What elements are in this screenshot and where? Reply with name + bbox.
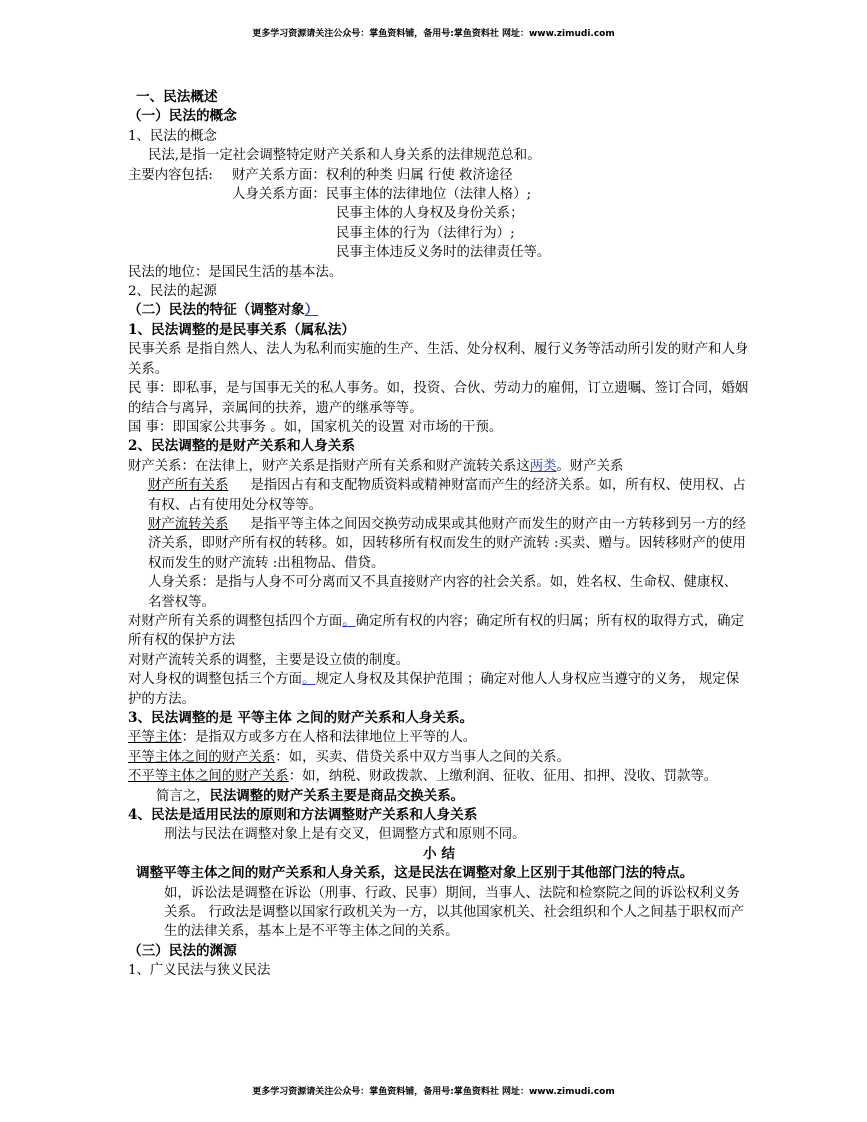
paragraph-status: 民法的地位：是国民生活的基本法。 xyxy=(128,264,343,280)
paragraph-equal-property: 平等主体之间的财产关系：如，买卖、借贷关系中双方当事人之间的关系。 xyxy=(128,749,570,765)
personal-aspect-item: 民事主体违反义务时的法律责任等。 xyxy=(336,245,551,261)
period-link[interactable]: 。 xyxy=(342,613,356,629)
period-link[interactable]: 。 xyxy=(302,672,316,688)
subheading-broad-narrow: 1、广义民法与狭义民法 xyxy=(128,963,271,979)
paragraph-equal-subject: 平等主体：是指双方或多方在人格和法律地位上平等的人。 xyxy=(128,730,477,746)
personal-aspect-item: 民事主体的行为（法律行为）; xyxy=(336,225,515,241)
paragraph-state-affairs: 国 事：即国家公共事务 。如，国家机关的设置 对市场的干预。 xyxy=(128,419,503,435)
page-footer-banner: 更多学习资源请关注公众号：掌鱼资料铺，备用号:掌鱼资料社 网址：www.zimudi.com xyxy=(252,1087,615,1097)
section-heading-sources: （三）民法的渊源 xyxy=(128,942,237,959)
term-equal-property: 平等主体之间的财产关系 xyxy=(128,749,276,765)
document-body xyxy=(128,88,750,981)
feature-heading-4: 4、民法是适用民法的原则和方法调整财产关系和人身关系 xyxy=(128,807,478,824)
term-unequal-property: 不平等主体之间的财产关系 xyxy=(128,769,289,785)
paragraph-criminal-vs-civil: 刑法与民法在调整对象上是有交叉，但调整方式和原则不同。 xyxy=(164,827,526,843)
paragraph-personal-adjustment: 对人身权的调整包括三个方面。规定人身权及其保护范围 ；确定对他人人身权应当遵守的义务， 规定保护的方法。 xyxy=(128,672,740,707)
paragraph-definition: 民法,是指一定社会调整特定财产关系和人身关系的法律规范总和。 xyxy=(148,148,541,164)
paragraph-civil-relation: 民事关系 是指自然人、法人为私利而实施的生产、生活、处分权利、履行义务等活动所引发的财产和人身关系。 xyxy=(128,342,749,377)
paragraph-property-relation: 财产关系：在法律上，财产关系是指财产所有关系和财产流转关系这两类。财产关系 xyxy=(128,458,624,474)
paragraph-personal-relation: 人身关系：是指与人身不可分离而又不具直接财产内容的社会关系。如，姓名权、生命权、健康权、名誉权等。 xyxy=(148,575,738,610)
subheading-concept: 1、民法的概念 xyxy=(128,128,217,144)
two-types-link[interactable]: 两类 xyxy=(529,458,557,474)
paragraph-ownership-adjustment: 对财产所有关系的调整包括四个方面。确定所有权的内容；确定所有权的归属；所有权的取得方式，确定所有权的保护方法 xyxy=(128,613,744,649)
feature-heading-3: 3、民法调整的是 平等主体 之间的财产关系和人身关系。 xyxy=(128,710,474,726)
subheading-origin: 2、民法的起源 xyxy=(128,284,217,300)
content-label: 主要内容包括: xyxy=(128,167,213,183)
content-row-item xyxy=(128,204,750,223)
personal-aspect-label: 人身关系方面： xyxy=(232,187,326,203)
term-equal-subject: 平等主体 xyxy=(128,730,182,746)
content-row-item xyxy=(128,243,750,262)
page-header-banner: 更多学习资源请关注公众号：掌鱼资料铺，备用号:掌鱼资料社 网址：www.zimudi.com xyxy=(252,29,615,39)
summary-heading: 小 结 xyxy=(423,845,455,862)
content-row-item xyxy=(128,224,750,243)
feature-heading-2: 2、民法调整的是财产关系和人身关系 xyxy=(128,438,355,455)
content-row-property xyxy=(128,166,750,185)
paragraph-private-affairs: 民 事：即私事，是与国事无关的私人事务。如，投资、合伙、劳动力的雇佣，订立遗嘱、签订合同，婚姻的结合与离异，亲属间的扶养，遗产的继承等等。 xyxy=(128,381,749,416)
bracket-link[interactable]: ） xyxy=(304,302,319,319)
chapter-heading: 一、民法概述 xyxy=(136,89,218,105)
content-row-personal xyxy=(128,185,750,204)
paragraph-ownership: 财产所有关系 是指因占有和支配物质资料或精神财富而产生的经济关系。如，所有权、使用权、占有权、占有使用处分权等等。 xyxy=(148,478,746,513)
paragraph-circulation: 财产流转关系 是指平等主体之间因交换劳动成果或其他财产而发生的财产由一方转移到另一方的经济关系，即财产所有权的转移。如，因转移所有权而发生的财产流转 :买卖、赠与。因转移财产的使用权而发生的财产流转 :出租物品、借贷。 xyxy=(148,516,746,571)
property-aspect-text: 财产关系方面：权利的种类 归属 行使 救济途径 xyxy=(232,167,513,183)
personal-aspect-item: 民事主体的法律地位（法律人格）; xyxy=(325,187,532,203)
personal-aspect-item: 民事主体的人身权及身份关系； xyxy=(336,206,524,222)
feature-heading-1: 1、民法调整的是民事关系（属私法） xyxy=(128,321,355,338)
paragraph-procedure-law: 如，诉讼法是调整在诉讼（刑事、行政、民事）期间，当事人、法院和检察院之间的诉讼权利义务关系。 行政法是调整以国家行政机关为一方，以其他国家机关、社会组织和个人之间基于职权而产生的法律关系，基本上是不平等主体之间的关系。 xyxy=(164,885,745,940)
paragraph-unequal-property: 不平等主体之间的财产关系：如，纳税、财政拨款、上缴利润、征收、征用、扣押、没收、罚款等。 xyxy=(128,769,718,785)
paragraph-circulation-adjustment: 对财产流转关系的调整，主要是设立债的制度。 xyxy=(128,652,410,668)
term-ownership: 财产所有关系 xyxy=(148,478,229,494)
summary-statement: 调整平等主体之间的财产关系和人身关系，这是民法在调整对象上区别于其他部门法的特点。 xyxy=(136,865,694,882)
term-circulation: 财产流转关系 xyxy=(148,516,229,532)
section-heading-features: （二）民法的特征（调整对象） xyxy=(128,302,319,319)
paragraph-summary-short: 简言之，民法调整的财产关系主要是商品交换关系。 xyxy=(156,787,464,804)
section-heading-concept: （一）民法的概念 xyxy=(128,108,237,125)
